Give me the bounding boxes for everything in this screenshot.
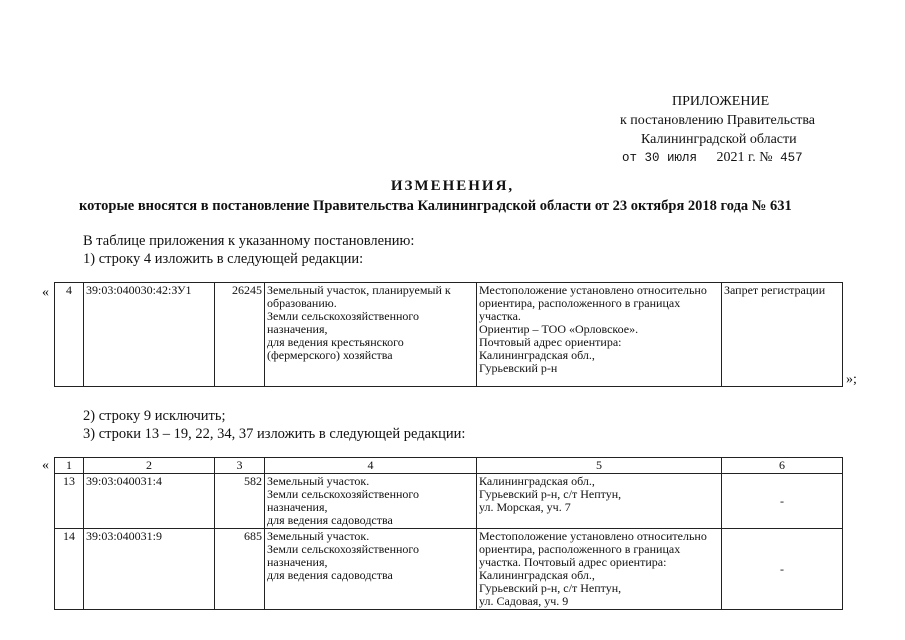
- area-value: 685: [215, 529, 265, 610]
- column-header: 5: [477, 458, 722, 474]
- note-text: -: [722, 529, 843, 610]
- row-number: 14: [55, 529, 84, 610]
- land-description: Земельный участок. Земли сельскохозяйственного назначения, для ведения садоводства: [265, 474, 477, 529]
- column-header: 2: [84, 458, 215, 474]
- page-title: ИЗМЕНЕНИЯ,: [390, 178, 515, 194]
- location-text: Местоположение установлено относительно ориентира, расположенного в границах участка. Ориентир – ТОО «Орловское». Почтовый адрес ориентира: Калининградская обл., Гурьевский р-н: [477, 283, 722, 387]
- column-header: 4: [265, 458, 477, 474]
- table-rows-13-37-edit: [54, 457, 843, 610]
- cadastral-number: 39:03:040031:4: [84, 474, 215, 529]
- appendix-date-line: [622, 148, 803, 168]
- item-2-text: 2) строку 9 исключить;: [83, 408, 226, 424]
- cadastral-number: 39:03:040031:9: [84, 529, 215, 610]
- cadastral-number: 39:03:040030:42:ЗУ1: [84, 283, 215, 387]
- appendix-line-resolution: к постановлению Правительства: [620, 113, 816, 128]
- row-number: 13: [55, 474, 84, 529]
- column-header: 1: [55, 458, 84, 474]
- row-number: 4: [55, 283, 84, 387]
- item-1-text: 1) строку 4 изложить в следующей редакции:: [83, 251, 364, 267]
- location-text: Калининградская обл., Гурьевский р-н, с/т Нептун, ул. Морская, уч. 7: [477, 474, 722, 529]
- column-header: 6: [722, 458, 843, 474]
- date-day-month: 30 июля: [644, 151, 698, 165]
- column-header: 3: [215, 458, 265, 474]
- appendix-label: ПРИЛОЖЕНИЕ: [672, 94, 770, 109]
- quote-close-1: »;: [846, 372, 857, 387]
- note-text: Запрет регистрации: [722, 283, 843, 387]
- table-row: [55, 529, 843, 610]
- area-value: 582: [215, 474, 265, 529]
- intro-text: В таблице приложения к указанному постановлению:: [83, 233, 415, 249]
- land-description: Земельный участок. Земли сельскохозяйственного назначения, для ведения садоводства: [265, 529, 477, 610]
- appendix-line-region: Калининградской области: [641, 132, 797, 147]
- quote-open-1: «: [42, 285, 49, 300]
- number-sign: №: [759, 150, 773, 165]
- location-text: Местоположение установлено относительно ориентира, расположенного в границах участка. Почтовый адрес ориентира: Калининградская обл., Гурьевский р-н, с/т Нептун, ул. Садовая, уч. 9: [477, 529, 722, 610]
- area-value: 26245: [215, 283, 265, 387]
- table-row: [55, 474, 843, 529]
- resolution-number: 457: [780, 151, 803, 165]
- date-year: 2021 г.: [716, 150, 756, 165]
- table-header-row: [55, 458, 843, 474]
- note-text: -: [722, 474, 843, 529]
- table-row: [55, 283, 843, 387]
- quote-open-2: «: [42, 458, 49, 473]
- item-3-text: 3) строки 13 – 19, 22, 34, 37 изложить в следующей редакции:: [83, 426, 466, 442]
- land-description: Земельный участок, планируемый к образованию. Земли сельскохозяйственного назначения, для ведения крестьянского (фермерского) хозяйства: [265, 283, 477, 387]
- page-subtitle: которые вносятся в постановление Правительства Калининградской области от 23 октября 2018 года № 631: [79, 198, 792, 214]
- table-row-4-edit: [54, 282, 843, 387]
- date-prefix: от: [622, 151, 638, 165]
